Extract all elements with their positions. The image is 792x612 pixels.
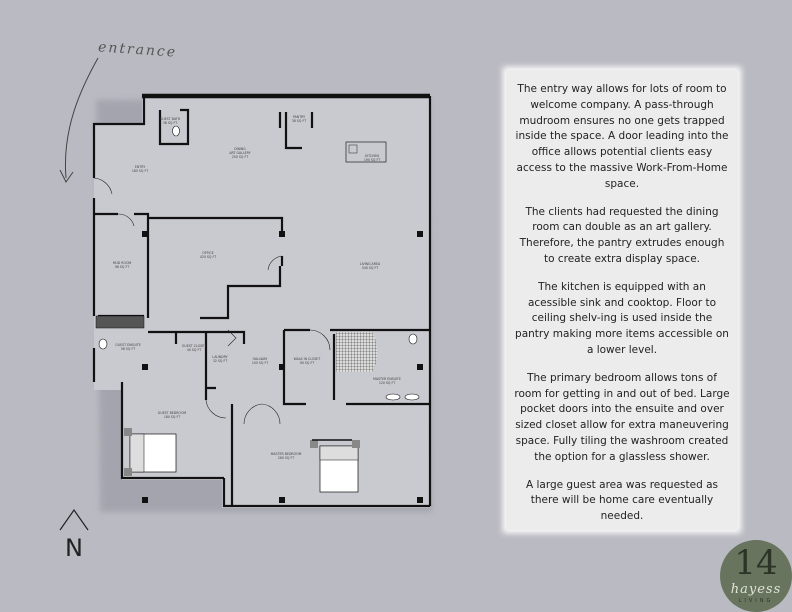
description-paragraph: The kitchen is equipped with an acessible sink and cooktop. Floor to ceiling shelv-ing is used inside the pantry making more items accessible on a lower level. (515, 280, 729, 356)
logo-number: 14 (734, 543, 778, 583)
room-label: KITCHEN 190 SQ FT (363, 154, 381, 162)
room-label: OFFICE 420 SQ FT (199, 251, 217, 259)
entrance-label: entrance (97, 39, 178, 61)
description-paragraph: A large guest area was requested as there will be home care eventually needed. (525, 478, 719, 523)
room-label: DINING ART GALLERY 250 SQ FT (229, 147, 251, 159)
compass-label: N (65, 534, 83, 562)
guest-bed (124, 428, 176, 476)
room-label: GUEST ENSUITE 56 SQ FT (115, 343, 141, 351)
room-label: MASTER ENSUITE 120 SQ FT (373, 377, 401, 385)
room-label: GUEST BEDROOM 180 SQ FT (157, 411, 187, 419)
compass (60, 510, 88, 562)
logo-subtitle: LIVING (738, 598, 774, 604)
room-label: GUEST CLOSET 40 SQ FT (181, 344, 207, 352)
room-label: PANTRY 38 SQ FT (291, 115, 307, 123)
room-label: LIVING AREA 540 SQ FT (359, 262, 381, 270)
description-paragraph: The entry way allows for lots of room to welcome company. A pass-through mudroom ensures no one gets trapped inside the space. A door leading into the office allows potential clients easy access to the massive Work-From-Home space. (515, 83, 729, 190)
room-label: LAUNDRY 32 SQ FT (212, 355, 228, 363)
room-label: MUD ROOM 98 SQ FT (112, 261, 132, 269)
mudroom-bench (96, 316, 144, 328)
shower-tile (336, 332, 377, 372)
logo-brand: hayess (730, 582, 782, 597)
room-label: WALK IN CLOSET 90 SQ FT (293, 357, 321, 365)
room-label: GUEST BATH 38 SQ FT (159, 117, 181, 125)
description-panel (506, 70, 738, 530)
room-label: HALLWAY 100 SQ FT (251, 357, 269, 365)
description-paragraph: The clients had requested the dining room can double as an art gallery. Therefore, the pantry extrudes enough to create extra display space. (519, 205, 725, 265)
brand-logo (720, 540, 792, 612)
room-label: MASTER BEDROOM 260 SQ FT (270, 452, 302, 460)
description-paragraph: The primary bedroom allows tons of room for getting in and out of bed. Large pocket doors into the ensuite and over sized closet allow for extra maneuvering space. Fully tiling the washroom created the option for a glassless shower. (514, 371, 730, 463)
room-label: ENTRY 180 SQ FT (131, 165, 149, 173)
